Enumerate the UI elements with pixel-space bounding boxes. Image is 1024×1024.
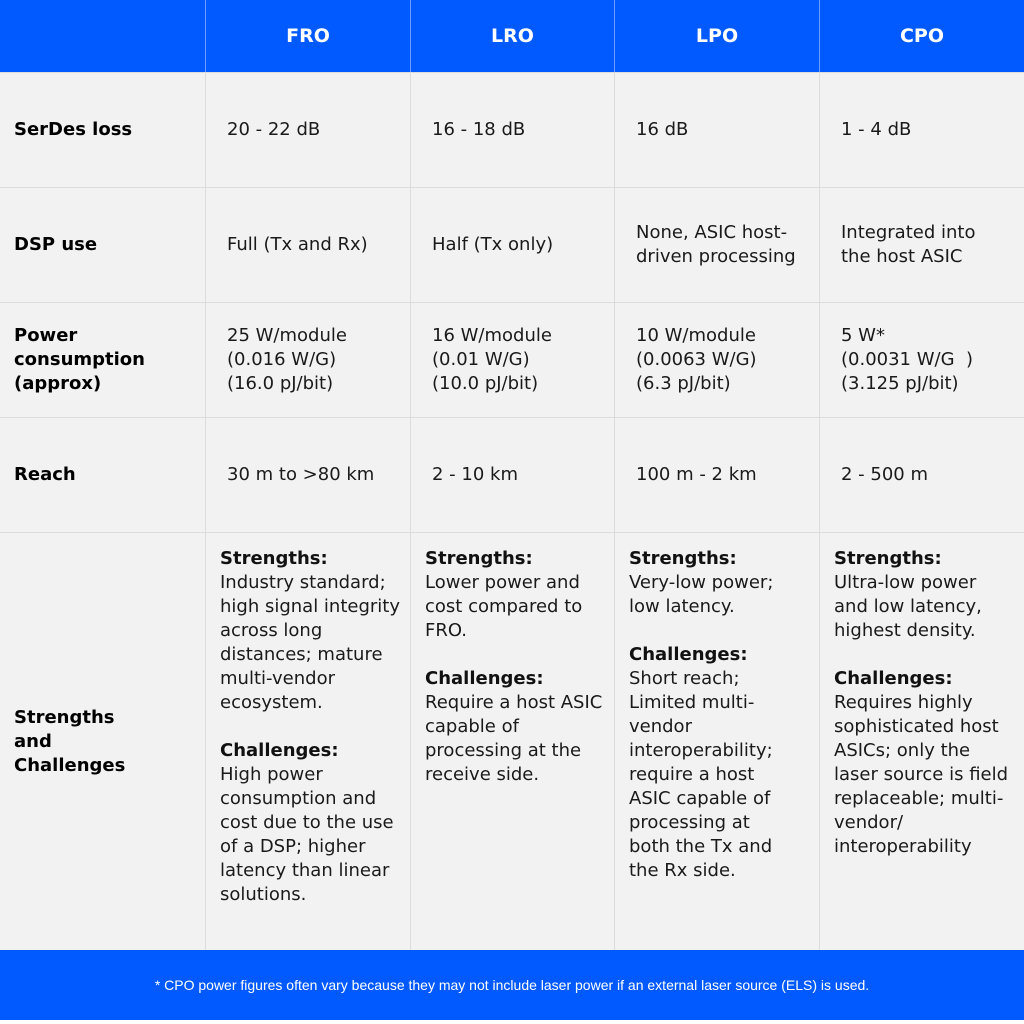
row-label-dsp: DSP use: [0, 187, 205, 302]
cell: 16 - 18 dB: [410, 72, 614, 187]
cell: Half (Tx only): [410, 187, 614, 302]
challenges-heading: Challenges:: [629, 644, 748, 665]
power-wg: (0.01 W/G): [432, 349, 530, 370]
challenges-text: Require a host ASIC capable of processing at the receive side.: [425, 692, 603, 785]
cell: Full (Tx and Rx): [205, 187, 410, 302]
header-lro: LRO: [410, 0, 614, 72]
strengths-text: Very-low power; low latency.: [629, 572, 774, 617]
cell: [614, 302, 819, 417]
cell: 16 dB: [614, 72, 819, 187]
cell: 2 - 10 km: [410, 417, 614, 532]
cell: [410, 302, 614, 417]
challenges-heading: Challenges:: [834, 668, 953, 689]
power-wg: (0.0031 W/G ): [841, 349, 974, 370]
power-wg: (0.0063 W/G): [636, 349, 757, 370]
cell: 100 m - 2 km: [614, 417, 819, 532]
cell: 30 m to >80 km: [205, 417, 410, 532]
strengths-heading: Strengths:: [834, 548, 942, 569]
challenges-heading: Challenges:: [425, 668, 544, 689]
row-label-strengths: Strengths and Challenges: [0, 532, 205, 950]
challenges-text: Short reach; Limited multi-vendor interoperability; require a host ASIC capable of processing at both the Tx and the Rx side.: [629, 668, 773, 881]
row-label-serdes: SerDes loss: [0, 72, 205, 187]
challenges-text: Requires highly sophisticated host ASICs; only the laser source is field replaceable; multi-vendor/ interoperability: [834, 692, 1009, 857]
cell: 20 - 22 dB: [205, 72, 410, 187]
footnote-banner: [0, 950, 1024, 1020]
power-module: 5 W*: [841, 325, 885, 346]
strengths-cell-lpo: [614, 532, 819, 950]
strengths-text: Ultra-low power and low latency, highest density.: [834, 572, 982, 641]
strengths-heading: Strengths:: [425, 548, 533, 569]
power-pj: (6.3 pJ/bit): [636, 373, 731, 394]
strengths-cell-lro: [410, 532, 614, 950]
strengths-text: Industry standard; high signal integrity across long distances; mature multi-vendor ecosystem.: [220, 572, 401, 713]
power-pj: (10.0 pJ/bit): [432, 373, 539, 394]
power-wg: (0.016 W/G): [227, 349, 337, 370]
header-lpo: LPO: [614, 0, 819, 72]
strengths-heading: Strengths:: [220, 548, 328, 569]
challenges-heading: Challenges:: [220, 740, 339, 761]
power-pj: (3.125 pJ/bit): [841, 373, 959, 394]
cell: Integrated into the host ASIC: [819, 187, 1024, 302]
strengths-heading: Strengths:: [629, 548, 737, 569]
cell: [205, 302, 410, 417]
cell: [819, 302, 1024, 417]
cell: 2 - 500 m: [819, 417, 1024, 532]
strengths-text: Lower power and cost compared to FRO.: [425, 572, 583, 641]
power-module: 16 W/module: [432, 325, 552, 346]
power-pj: (16.0 pJ/bit): [227, 373, 334, 394]
strengths-cell-fro: [205, 532, 410, 950]
row-label-power: Power consumption (approx): [0, 302, 205, 417]
footnote-text: * CPO power figures often vary because they may not include laser power if an external laser source (ELS) is used.: [154, 977, 870, 993]
cell: 1 - 4 dB: [819, 72, 1024, 187]
header-fro: FRO: [205, 0, 410, 72]
header-cpo: CPO: [819, 0, 1024, 72]
header-empty: [0, 0, 205, 72]
challenges-text: High power consumption and cost due to the use of a DSP; higher latency than linear solutions.: [220, 764, 394, 905]
strengths-cell-cpo: [819, 532, 1024, 950]
row-label-reach: Reach: [0, 417, 205, 532]
power-module: 25 W/module: [227, 325, 347, 346]
cell: None, ASIC host-driven processing: [614, 187, 819, 302]
power-module: 10 W/module: [636, 325, 756, 346]
